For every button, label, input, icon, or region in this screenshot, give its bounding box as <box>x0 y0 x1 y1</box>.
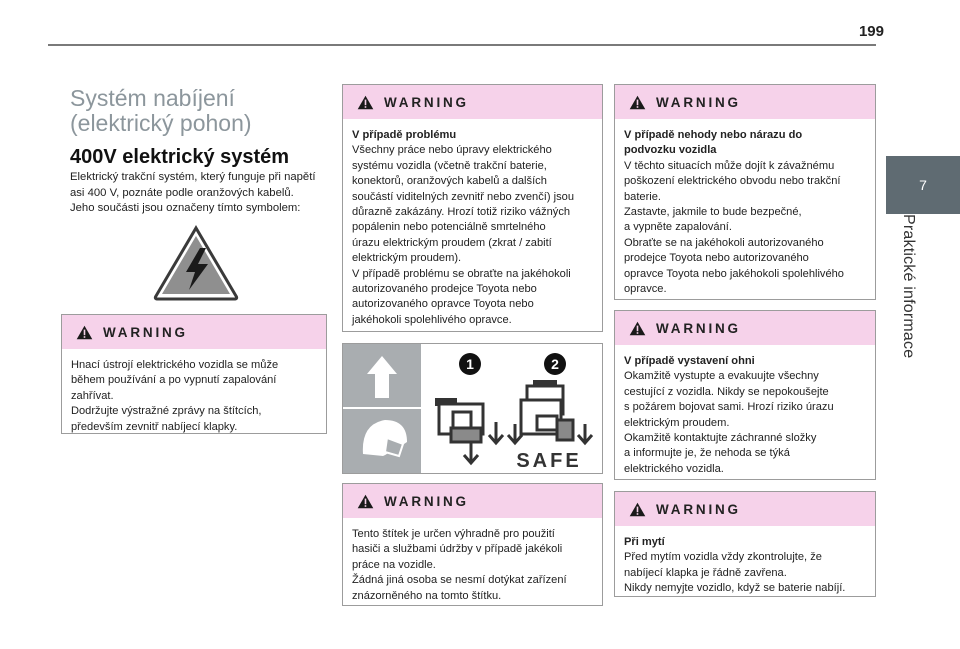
text-line: prodejce Toyota nebo autorizovaného <box>624 252 809 265</box>
warning-box <box>342 483 603 606</box>
header-rule <box>48 44 876 46</box>
warning-title: V případě vystavení ohni <box>624 355 755 367</box>
text-line: nabíjecí klapka je řádně zavřena. <box>624 566 787 579</box>
warning-text <box>615 345 875 485</box>
warning-label: WARNING <box>103 324 188 340</box>
warning-text <box>615 526 875 605</box>
warning-header <box>62 315 326 349</box>
warning-text <box>343 518 602 612</box>
warning-triangle-icon <box>357 494 374 509</box>
text-line: Obraťte se na jakéhokoli autorizovaného <box>624 236 824 249</box>
warning-text <box>62 349 326 443</box>
warning-text <box>615 119 875 305</box>
text-line: důrazně zakázány. Hrozí totiž riziko vážných <box>352 206 571 219</box>
warning-title: V případě nehody nebo nárazu do podvozku vozidla <box>624 129 803 157</box>
intro-line: asi 400 V, poznáte podle oranžových kabelů. <box>70 186 294 199</box>
intro-line: Elektrický trakční systém, který funguje při napětí <box>70 171 316 183</box>
text-line: Před mytím vozidla vždy zkontrolujte, že <box>624 551 822 564</box>
warning-box <box>61 314 327 434</box>
warning-header <box>343 484 602 518</box>
warning-title: Při mytí <box>624 536 665 548</box>
warning-label: WARNING <box>384 94 469 110</box>
text-line: opravce. <box>624 283 667 296</box>
step-1-text: 1 <box>466 356 474 372</box>
safe-text: SAFE <box>516 450 582 472</box>
warning-label: WARNING <box>656 320 741 336</box>
text-line: Nikdy nemyjte vozidlo, když se baterie nabíjí. <box>624 582 846 595</box>
text-line: V případě problému se obraťte na jakéhokoli <box>352 267 571 280</box>
text-line: s požárem bojovat sami. Hrozí riziko úrazu <box>624 401 834 414</box>
warning-triangle-icon <box>76 325 93 340</box>
warning-label: WARNING <box>384 493 469 509</box>
warning-box <box>614 310 876 480</box>
text-line: baterie. <box>624 190 662 203</box>
connector-unplugged-icon <box>435 398 503 463</box>
text-line: Žádná jiná osoba se nesmí dotýkat zařízení <box>352 574 567 587</box>
text-line: hasiči a službami údržby v případě jakékoli <box>352 543 563 556</box>
text-line: popálenin nebo potenciálně smrtelného <box>352 221 546 234</box>
warning-triangle-icon <box>357 95 374 110</box>
warning-box <box>614 84 876 300</box>
section-heading: 400V elektrický systém <box>70 146 290 168</box>
text-line: během používání a po vypnutí zapalování <box>71 374 277 387</box>
text-line: opravce Toyota nebo jakéhokoli spolehlivého <box>624 267 844 280</box>
chapter-title: Systém nabíjení (elektrický pohon) <box>70 85 252 136</box>
warning-box <box>614 491 876 597</box>
text-line: autorizovaného opravce Toyota nebo <box>352 298 534 311</box>
text-line: a informujte je, že nehoda se týká <box>624 447 790 460</box>
text-line: zahřívat. <box>71 389 114 402</box>
warning-header <box>343 85 602 119</box>
warning-label: WARNING <box>656 94 741 110</box>
warning-header <box>615 492 875 526</box>
warning-triangle-icon <box>629 95 646 110</box>
text-line: Hnací ústrojí elektrického vozidla se může <box>71 359 279 371</box>
text-line: Tento štítek je určen výhradně pro použití <box>352 528 555 540</box>
warning-box <box>342 84 603 332</box>
warning-triangle-icon <box>629 321 646 336</box>
text-line: Všechny práce nebo úpravy elektrického <box>352 144 552 157</box>
step-2-text: 2 <box>551 356 559 372</box>
text-line: znázorněného na tomto štítku. <box>352 589 502 602</box>
text-line: autorizovaného prodejce Toyota nebo <box>352 283 537 296</box>
intro-paragraph <box>70 170 332 217</box>
text-line: konektorů, oranžových kabelů a dalších <box>352 175 547 188</box>
warning-label: WARNING <box>656 501 741 517</box>
text-line: Dodržujte výstražné zprávy na štítcích, <box>71 405 262 418</box>
warning-text <box>343 119 602 336</box>
text-line: Okamžitě kontaktujte záchranné složky <box>624 432 817 445</box>
text-line: úrazu elektrickým proudem (zkrat / zabití <box>352 236 552 249</box>
intro-line: Jeho součásti jsou označeny tímto symbolem: <box>70 202 301 214</box>
high-voltage-warning-icon <box>152 224 240 307</box>
connector-removed-icon <box>508 380 592 443</box>
text-line: systému vozidla (včetně trakční baterie, <box>352 159 547 172</box>
text-line: jakéhokoli spolehlivého opravce. <box>352 313 512 326</box>
warning-header <box>615 311 875 345</box>
text-line: poškození elektrického obvodu nebo trakční <box>624 175 841 188</box>
text-line: práce na vozidle. <box>352 558 436 571</box>
warning-title: V případě problému <box>352 129 457 141</box>
text-line: cestující z vozidla. Nikdy se nepokoušejte <box>624 385 829 398</box>
text-line: a vypněte zapalování. <box>624 221 732 234</box>
safety-label-illustration <box>342 343 603 474</box>
text-line: Zastavte, jakmile to bude bezpečné, <box>624 206 802 219</box>
text-line: V těchto situacích může dojít k závažnému <box>624 159 835 172</box>
text-line: především zevnitř nabíjecí klapky. <box>71 420 238 433</box>
text-line: Okamžitě vystupte a evakuujte všechny <box>624 370 819 383</box>
section-tab-title: Praktické informace <box>900 214 917 359</box>
warning-header <box>615 85 875 119</box>
section-tab-number[interactable]: 7 <box>886 156 960 214</box>
warning-triangle-icon <box>629 502 646 517</box>
text-line: elektrického vozidla. <box>624 462 724 475</box>
text-line: součástí viditelných zevnitř nebo zvenčí) jsou <box>352 190 574 203</box>
text-line: elektrickým proudem. <box>624 416 730 429</box>
page-number: 199 <box>858 23 884 40</box>
text-line: elektrickým proudem). <box>352 252 462 265</box>
